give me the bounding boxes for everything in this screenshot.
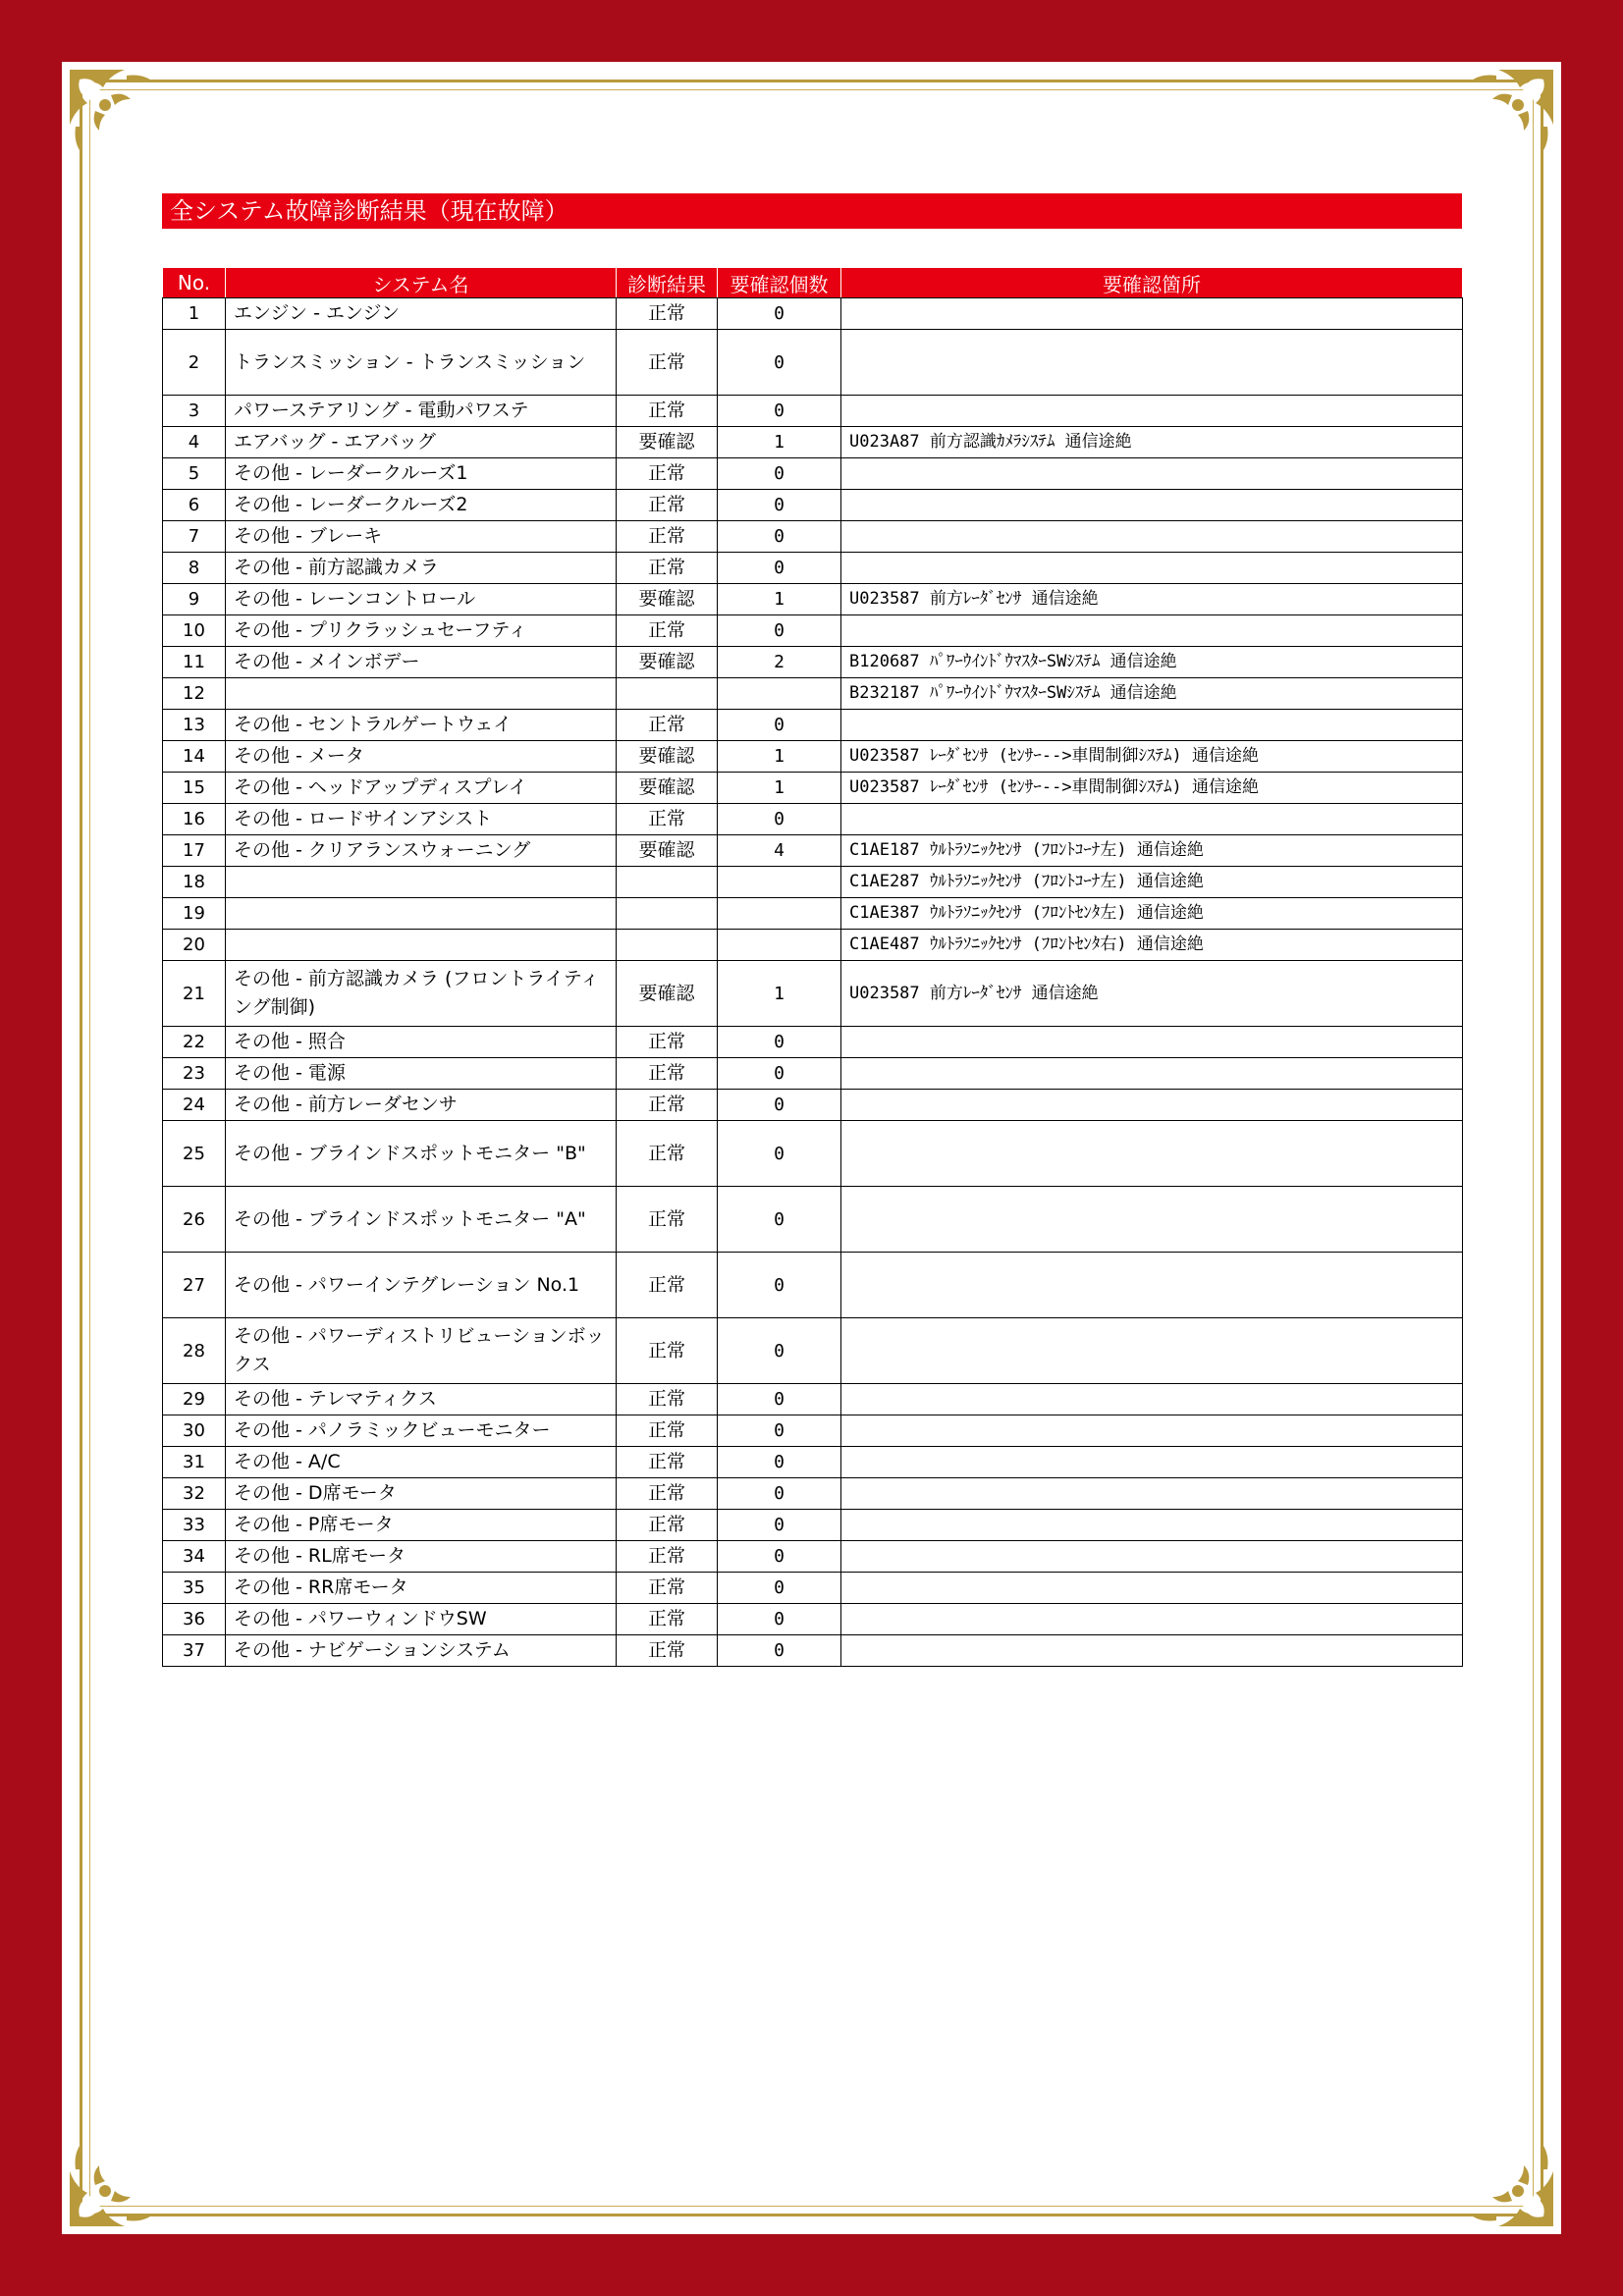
row-result: 要確認: [617, 773, 718, 804]
diagnosis-table-body: [163, 298, 1463, 1667]
row-system-name: その他 - A/C: [226, 1447, 617, 1478]
row-system-name: その他 - D席モータ: [226, 1478, 617, 1510]
row-count: 0: [718, 330, 841, 396]
row-count: 0: [718, 396, 841, 427]
row-system-name: その他 - 電源: [226, 1058, 617, 1090]
row-result: 正常: [617, 1121, 718, 1187]
row-no: 22: [163, 1027, 226, 1058]
row-result: 要確認: [617, 584, 718, 615]
row-result: 要確認: [617, 427, 718, 458]
row-result: 正常: [617, 615, 718, 647]
row-location: [841, 1384, 1463, 1415]
row-count: 0: [718, 615, 841, 647]
row-location: [841, 1604, 1463, 1635]
table-row: [163, 1027, 1463, 1058]
row-no: 28: [163, 1318, 226, 1384]
row-location: [841, 804, 1463, 835]
table-row: [163, 396, 1463, 427]
table-row: [163, 804, 1463, 835]
row-system-name: [226, 678, 617, 710]
row-location: [841, 615, 1463, 647]
row-system-name: エアバッグ - エアバッグ: [226, 427, 617, 458]
row-result: 正常: [617, 1318, 718, 1384]
row-location: B232187 ﾊﾟﾜｰｳｲﾝﾄﾞｳﾏｽﾀｰSWｼｽﾃﾑ 通信途絶: [841, 678, 1463, 710]
row-result: 正常: [617, 1635, 718, 1667]
row-count: 1: [718, 584, 841, 615]
table-row: [163, 330, 1463, 396]
ornament-corner-icon: [66, 66, 160, 160]
row-count: 0: [718, 458, 841, 490]
table-row: [163, 490, 1463, 521]
row-count: 0: [718, 1253, 841, 1318]
row-system-name: その他 - P席モータ: [226, 1510, 617, 1541]
row-no: 36: [163, 1604, 226, 1635]
row-location: U023587 ﾚｰﾀﾞｾﾝｻ (ｾﾝｻｰ-->車間制御ｼｽﾃﾑ) 通信途絶: [841, 741, 1463, 773]
row-result: 正常: [617, 298, 718, 330]
row-system-name: トランスミッション - トランスミッション: [226, 330, 617, 396]
row-count: 4: [718, 835, 841, 867]
row-count: 0: [718, 1604, 841, 1635]
table-row: [163, 1253, 1463, 1318]
row-location: [841, 490, 1463, 521]
row-system-name: エンジン - エンジン: [226, 298, 617, 330]
table-row: [163, 1573, 1463, 1604]
row-system-name: その他 - クリアランスウォーニング: [226, 835, 617, 867]
row-no: 20: [163, 930, 226, 961]
table-row: [163, 773, 1463, 804]
row-system-name: [226, 930, 617, 961]
row-count: 0: [718, 490, 841, 521]
table-row: [163, 898, 1463, 930]
table-row: [163, 1058, 1463, 1090]
row-system-name: その他 - 前方レーダセンサ: [226, 1090, 617, 1121]
row-system-name: その他 - RL席モータ: [226, 1541, 617, 1573]
row-no: 27: [163, 1253, 226, 1318]
table-row: [163, 710, 1463, 741]
table-row: [163, 298, 1463, 330]
row-location: [841, 1027, 1463, 1058]
row-system-name: その他 - ブラインドスポットモニター "A": [226, 1187, 617, 1253]
table-row: [163, 1318, 1463, 1384]
row-count: [718, 678, 841, 710]
row-no: 24: [163, 1090, 226, 1121]
row-location: [841, 1635, 1463, 1667]
row-count: 0: [718, 1090, 841, 1121]
row-result: 要確認: [617, 961, 718, 1027]
table-row: [163, 1090, 1463, 1121]
row-no: 10: [163, 615, 226, 647]
row-count: [718, 898, 841, 930]
row-no: 17: [163, 835, 226, 867]
row-count: 0: [718, 1384, 841, 1415]
table-row: [163, 553, 1463, 584]
table-row: [163, 584, 1463, 615]
row-count: 0: [718, 710, 841, 741]
row-no: 14: [163, 741, 226, 773]
row-location: [841, 1090, 1463, 1121]
row-result: 正常: [617, 1058, 718, 1090]
table-row: [163, 1510, 1463, 1541]
row-no: 33: [163, 1510, 226, 1541]
row-count: 0: [718, 1573, 841, 1604]
row-count: [718, 930, 841, 961]
row-no: 6: [163, 490, 226, 521]
table-row: [163, 1541, 1463, 1573]
row-count: 0: [718, 1510, 841, 1541]
ornament-corner-icon: [1463, 66, 1557, 160]
row-no: 23: [163, 1058, 226, 1090]
row-location: [841, 1478, 1463, 1510]
row-system-name: その他 - ブレーキ: [226, 521, 617, 553]
ornament-corner-icon: [66, 2136, 160, 2230]
table-row: [163, 741, 1463, 773]
row-result: 正常: [617, 1447, 718, 1478]
row-count: 0: [718, 1635, 841, 1667]
row-location: [841, 1573, 1463, 1604]
row-system-name: その他 - メインボデー: [226, 647, 617, 678]
report-page: [62, 62, 1561, 2234]
row-location: [841, 1187, 1463, 1253]
row-system-name: その他 - セントラルゲートウェイ: [226, 710, 617, 741]
table-row: [163, 835, 1463, 867]
table-row: [163, 1478, 1463, 1510]
row-result: 正常: [617, 490, 718, 521]
header-no: No.: [163, 268, 226, 298]
row-no: 31: [163, 1447, 226, 1478]
table-row: [163, 867, 1463, 898]
row-result: 正常: [617, 1573, 718, 1604]
row-system-name: その他 - レーダークルーズ2: [226, 490, 617, 521]
row-location: [841, 1253, 1463, 1318]
row-system-name: その他 - レーンコントロール: [226, 584, 617, 615]
row-count: 0: [718, 1318, 841, 1384]
row-location: U023A87 前方認識ｶﾒﾗｼｽﾃﾑ 通信途絶: [841, 427, 1463, 458]
table-row: [163, 930, 1463, 961]
row-system-name: その他 - ナビゲーションシステム: [226, 1635, 617, 1667]
row-system-name: その他 - 照合: [226, 1027, 617, 1058]
row-location: [841, 1318, 1463, 1384]
row-location: [841, 1541, 1463, 1573]
row-no: 18: [163, 867, 226, 898]
row-result: 正常: [617, 1384, 718, 1415]
row-no: 9: [163, 584, 226, 615]
row-count: 0: [718, 298, 841, 330]
row-system-name: その他 - パワーウィンドウSW: [226, 1604, 617, 1635]
row-location: U023587 ﾚｰﾀﾞｾﾝｻ (ｾﾝｻｰ-->車間制御ｼｽﾃﾑ) 通信途絶: [841, 773, 1463, 804]
row-location: U023587 前方ﾚｰﾀﾞｾﾝｻ 通信途絶: [841, 961, 1463, 1027]
row-result: 正常: [617, 1541, 718, 1573]
row-system-name: その他 - 前方認識カメラ (フロントライティング制御): [226, 961, 617, 1027]
row-no: 3: [163, 396, 226, 427]
row-result: 正常: [617, 330, 718, 396]
row-result: 正常: [617, 710, 718, 741]
row-count: 0: [718, 1027, 841, 1058]
table-row: [163, 1604, 1463, 1635]
row-location: [841, 521, 1463, 553]
row-location: [841, 553, 1463, 584]
table-row: [163, 1635, 1463, 1667]
row-location: C1AE187 ｳﾙﾄﾗｿﾆｯｸｾﾝｻ (ﾌﾛﾝﾄｺｰﾅ左) 通信途絶: [841, 835, 1463, 867]
row-no: 16: [163, 804, 226, 835]
row-count: 1: [718, 427, 841, 458]
table-row: [163, 427, 1463, 458]
row-count: 1: [718, 741, 841, 773]
row-system-name: その他 - 前方認識カメラ: [226, 553, 617, 584]
row-count: [718, 867, 841, 898]
row-no: 29: [163, 1384, 226, 1415]
row-no: 34: [163, 1541, 226, 1573]
row-system-name: [226, 898, 617, 930]
diagnosis-table: [162, 268, 1463, 1667]
row-result: [617, 678, 718, 710]
header-result: 診断結果: [617, 268, 718, 298]
table-row: [163, 1187, 1463, 1253]
table-row: [163, 1384, 1463, 1415]
row-location: C1AE487 ｳﾙﾄﾗｿﾆｯｸｾﾝｻ (ﾌﾛﾝﾄｾﾝﾀ右) 通信途絶: [841, 930, 1463, 961]
row-no: 5: [163, 458, 226, 490]
row-no: 8: [163, 553, 226, 584]
row-count: 0: [718, 1415, 841, 1447]
row-no: 13: [163, 710, 226, 741]
row-no: 2: [163, 330, 226, 396]
row-no: 11: [163, 647, 226, 678]
row-no: 25: [163, 1121, 226, 1187]
row-no: 21: [163, 961, 226, 1027]
table-row: [163, 961, 1463, 1027]
row-result: 正常: [617, 1510, 718, 1541]
row-system-name: その他 - メータ: [226, 741, 617, 773]
row-result: 要確認: [617, 647, 718, 678]
row-result: 正常: [617, 458, 718, 490]
row-system-name: その他 - テレマティクス: [226, 1384, 617, 1415]
row-result: 正常: [617, 553, 718, 584]
row-no: 32: [163, 1478, 226, 1510]
row-result: 正常: [617, 1027, 718, 1058]
row-no: 19: [163, 898, 226, 930]
row-result: 正常: [617, 521, 718, 553]
row-result: 正常: [617, 1604, 718, 1635]
row-count: 0: [718, 1447, 841, 1478]
row-location: C1AE387 ｳﾙﾄﾗｿﾆｯｸｾﾝｻ (ﾌﾛﾝﾄｾﾝﾀ左) 通信途絶: [841, 898, 1463, 930]
row-system-name: パワーステアリング - 電動パワステ: [226, 396, 617, 427]
row-no: 12: [163, 678, 226, 710]
row-location: [841, 1058, 1463, 1090]
row-location: C1AE287 ｳﾙﾄﾗｿﾆｯｸｾﾝｻ (ﾌﾛﾝﾄｺｰﾅ左) 通信途絶: [841, 867, 1463, 898]
row-result: 正常: [617, 1253, 718, 1318]
header-system-name: システム名: [226, 268, 617, 298]
table-row: [163, 1121, 1463, 1187]
row-count: 2: [718, 647, 841, 678]
row-system-name: その他 - プリクラッシュセーフティ: [226, 615, 617, 647]
row-system-name: その他 - パノラミックビューモニター: [226, 1415, 617, 1447]
row-result: 正常: [617, 1415, 718, 1447]
row-system-name: その他 - ブラインドスポットモニター "B": [226, 1121, 617, 1187]
row-count: 0: [718, 553, 841, 584]
section-title: 全システム故障診断結果（現在故障）: [162, 193, 1462, 229]
row-location: [841, 1415, 1463, 1447]
row-location: U023587 前方ﾚｰﾀﾞｾﾝｻ 通信途絶: [841, 584, 1463, 615]
row-count: 1: [718, 961, 841, 1027]
row-location: [841, 1447, 1463, 1478]
row-system-name: その他 - RR席モータ: [226, 1573, 617, 1604]
row-no: 35: [163, 1573, 226, 1604]
row-no: 15: [163, 773, 226, 804]
row-no: 1: [163, 298, 226, 330]
row-location: [841, 710, 1463, 741]
row-location: [841, 330, 1463, 396]
row-location: [841, 458, 1463, 490]
header-count: 要確認個数: [718, 268, 841, 298]
row-result: 正常: [617, 1090, 718, 1121]
row-result: [617, 867, 718, 898]
table-row: [163, 1415, 1463, 1447]
row-count: 0: [718, 1187, 841, 1253]
table-row: [163, 458, 1463, 490]
row-count: 0: [718, 1478, 841, 1510]
row-no: 4: [163, 427, 226, 458]
row-result: 正常: [617, 396, 718, 427]
row-no: 37: [163, 1635, 226, 1667]
row-system-name: その他 - パワーディストリビューションボックス: [226, 1318, 617, 1384]
header-location: 要確認箇所: [841, 268, 1463, 298]
row-system-name: [226, 867, 617, 898]
ornament-corner-icon: [1463, 2136, 1557, 2230]
table-row: [163, 647, 1463, 678]
row-system-name: その他 - レーダークルーズ1: [226, 458, 617, 490]
row-result: 正常: [617, 804, 718, 835]
row-count: 0: [718, 804, 841, 835]
row-result: [617, 898, 718, 930]
row-count: 1: [718, 773, 841, 804]
row-location: B120687 ﾊﾟﾜｰｳｲﾝﾄﾞｳﾏｽﾀｰSWｼｽﾃﾑ 通信途絶: [841, 647, 1463, 678]
row-no: 7: [163, 521, 226, 553]
row-count: 0: [718, 1058, 841, 1090]
row-system-name: その他 - ヘッドアップディスプレイ: [226, 773, 617, 804]
table-header-row: [163, 268, 1463, 298]
table-row: [163, 1447, 1463, 1478]
row-system-name: その他 - パワーインテグレーション No.1: [226, 1253, 617, 1318]
row-system-name: その他 - ロードサインアシスト: [226, 804, 617, 835]
table-row: [163, 615, 1463, 647]
row-location: [841, 396, 1463, 427]
row-count: 0: [718, 521, 841, 553]
row-result: [617, 930, 718, 961]
row-count: 0: [718, 1121, 841, 1187]
row-result: 正常: [617, 1187, 718, 1253]
row-count: 0: [718, 1541, 841, 1573]
row-location: [841, 1121, 1463, 1187]
row-no: 30: [163, 1415, 226, 1447]
row-result: 要確認: [617, 835, 718, 867]
row-result: 要確認: [617, 741, 718, 773]
row-location: [841, 1510, 1463, 1541]
row-no: 26: [163, 1187, 226, 1253]
row-location: [841, 298, 1463, 330]
row-result: 正常: [617, 1478, 718, 1510]
table-row: [163, 521, 1463, 553]
table-row: [163, 678, 1463, 710]
